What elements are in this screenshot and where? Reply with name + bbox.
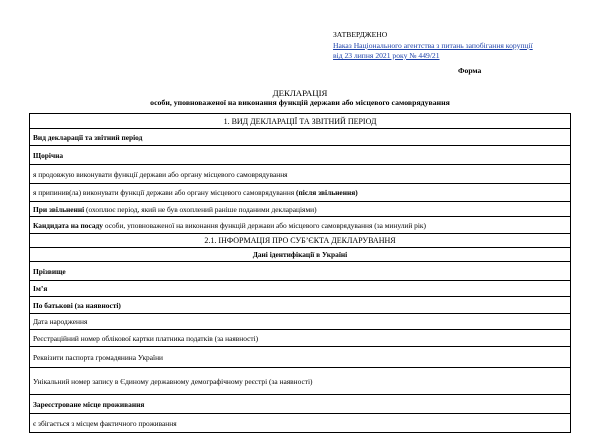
candidate-option[interactable] <box>30 217 571 234</box>
stopped-duties-text: я припинив(ла) виконувати функції держави або органу місцевого самоврядування <box>33 188 297 197</box>
candidate-text: особи, уповноваженої на виконання функцій держави або місцевого самоврядування (за минулий рік) <box>102 220 426 230</box>
table-row <box>30 314 571 330</box>
identification-data-heading: Дані ідентифікації в Україні <box>30 248 571 262</box>
section-2-header-row <box>30 234 571 248</box>
table-row <box>30 202 571 217</box>
on-dismissal-label: При звільненні <box>33 204 85 214</box>
candidate-label: Кандидата на посаду <box>33 220 103 230</box>
document-subtitle: особи, уповноваженої на виконання функцій держави або місцевого самоврядування <box>150 98 450 107</box>
table-row <box>30 330 571 347</box>
approval-block <box>333 30 533 62</box>
document-title: ДЕКЛАРАЦІЯ <box>272 88 328 98</box>
order-link[interactable]: Наказ Національного агентства з питань запобігання корупції <box>333 40 533 50</box>
tax-id-field[interactable]: Реєстраційний номер облікової картки платника податків (за наявності) <box>30 330 571 347</box>
patronymic-field[interactable]: По батькові (за наявності) <box>30 297 571 314</box>
table-row <box>30 165 571 184</box>
table-row <box>30 248 571 262</box>
after-dismissal-note: (після звільнення) <box>296 188 358 197</box>
table-row <box>30 217 571 234</box>
birth-date-field[interactable]: Дата народження <box>30 314 571 330</box>
table-row <box>30 281 571 297</box>
on-dismissal-text: (охоплює період, який не був охоплений раніше поданими деклараціями) <box>84 204 317 214</box>
demographic-register-field[interactable]: Унікальний номер запису в Єдиному державному демографічному реєстрі (за наявності) <box>30 368 571 395</box>
table-row <box>30 262 571 281</box>
table-row <box>30 347 571 368</box>
passport-field[interactable]: Реквізити паспорта громадянина України <box>30 347 571 368</box>
form-label: Форма <box>458 66 482 75</box>
stopped-duties-option[interactable] <box>30 184 571 202</box>
section-1-header-row <box>30 114 571 129</box>
registered-residence-field[interactable]: Зареєстроване місце проживання <box>30 395 571 414</box>
table-row <box>30 297 571 314</box>
table-row <box>30 368 571 395</box>
table-row <box>30 184 571 202</box>
continue-duties-option[interactable]: я продовжую виконувати функції держави або органу місцевого самоврядування <box>30 165 571 184</box>
section-1-heading: 1. ВИД ДЕКЛАРАЦІЇ ТА ЗВІТНИЙ ПЕРІОД <box>30 114 571 129</box>
table-row <box>30 129 571 146</box>
surname-field[interactable]: Прізвище <box>30 262 571 281</box>
matches-actual-residence-option[interactable]: є збігається з місцем фактичного проживання <box>30 414 571 433</box>
approved-label: ЗАТВЕРДЖЕНО <box>333 30 388 39</box>
section-2-heading: 2.1. ІНФОРМАЦІЯ ПРО СУБ’ЄКТА ДЕКЛАРУВАННЯ <box>30 234 571 248</box>
order-date-link[interactable]: від 23 липня 2021 року № 449/21 <box>333 51 440 60</box>
declaration-type-period: Вид декларації та звітний період <box>30 129 571 146</box>
table-row <box>30 414 571 433</box>
name-field[interactable]: Ім’я <box>30 281 571 297</box>
on-dismissal-option[interactable] <box>30 202 571 217</box>
table-row <box>30 146 571 165</box>
declaration-table <box>29 113 571 433</box>
annual-declaration[interactable]: Щорічна <box>30 146 571 165</box>
table-row <box>30 395 571 414</box>
